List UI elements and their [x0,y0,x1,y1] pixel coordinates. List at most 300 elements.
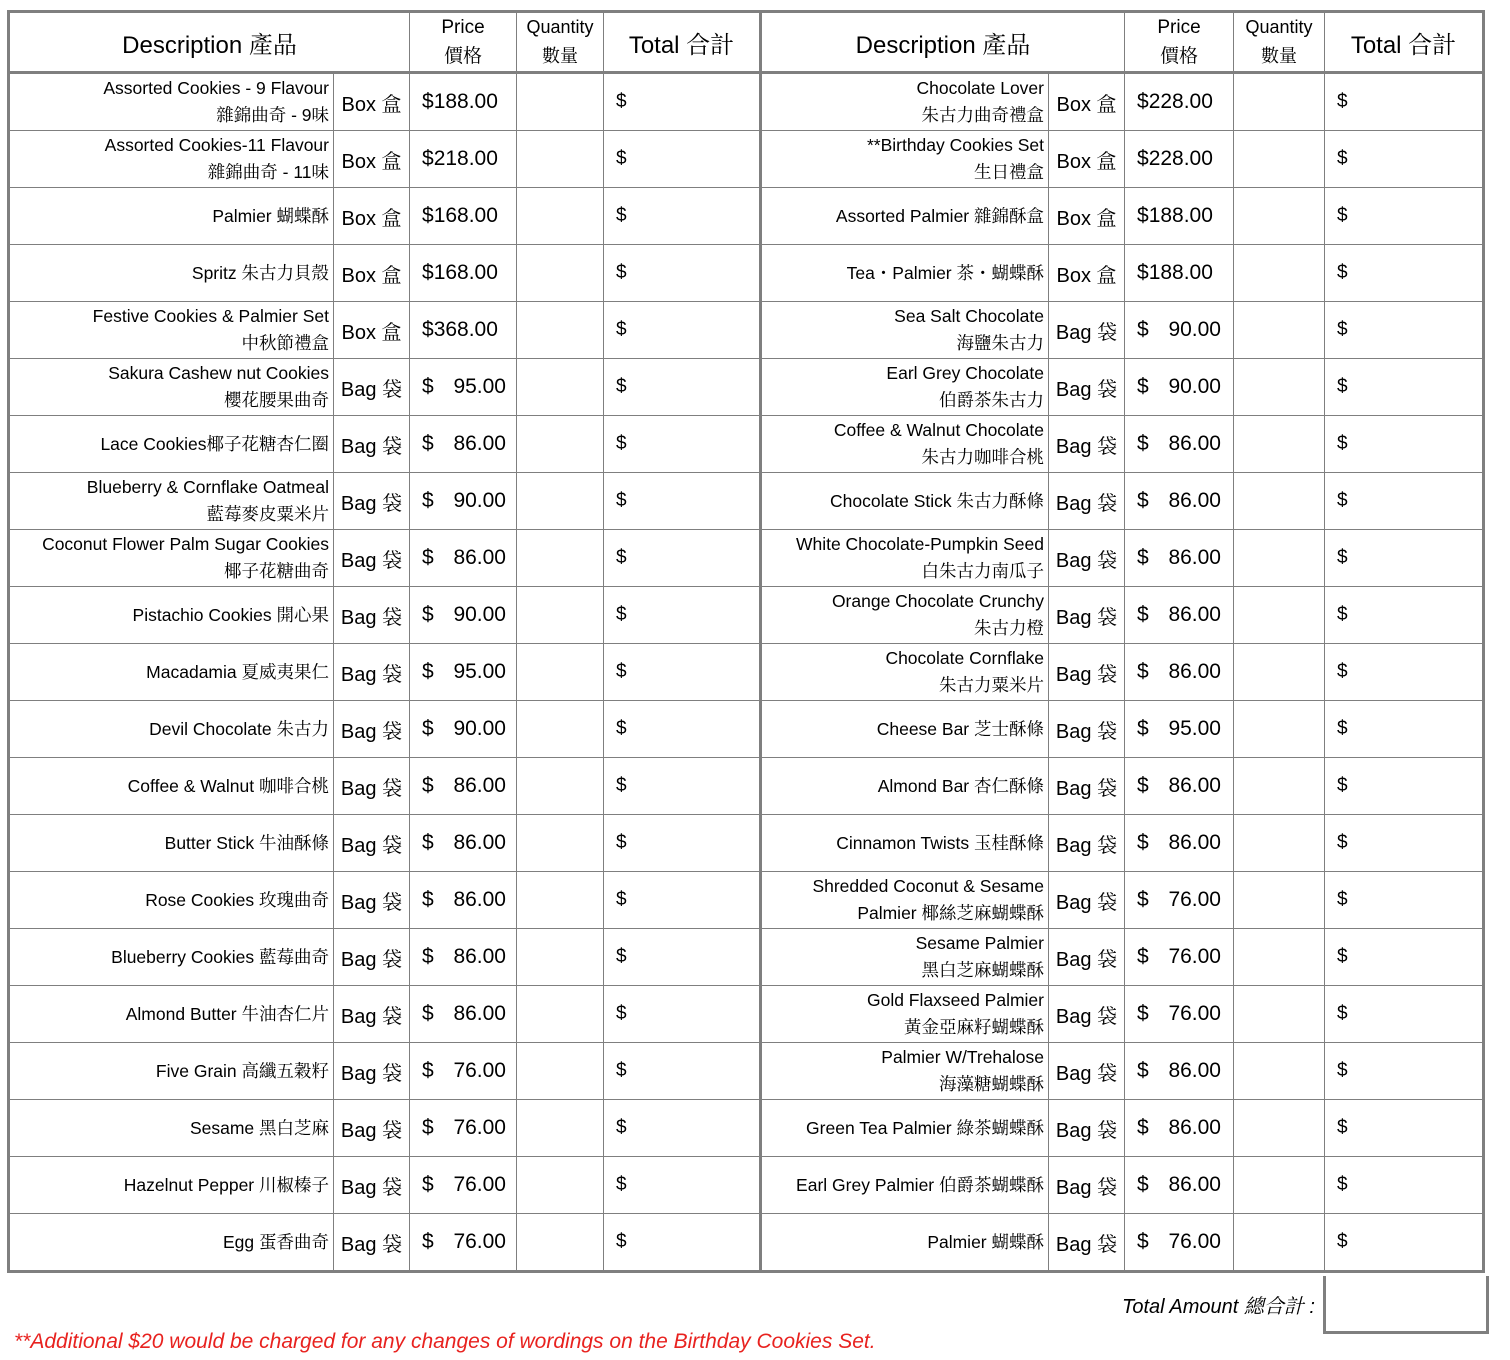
product-name-line: 朱古力曲奇禮盒 [921,105,1044,125]
quantity-input-cell[interactable] [517,815,604,872]
product-unit: Bag 袋 [1049,473,1125,530]
product-price [1125,1100,1234,1157]
quantity-input-cell[interactable] [1234,473,1325,530]
line-total-cell[interactable]: $ [604,1157,761,1214]
price-amount: 86.00 [453,831,506,854]
price-amount: 76.00 [1168,1002,1221,1025]
price-amount: 86.00 [453,774,506,797]
product-description [9,701,334,758]
price-currency: $ [1137,717,1149,740]
price-amount: 86.00 [453,432,506,455]
product-price [410,1100,517,1157]
product-name-line: White Chocolate-Pumpkin Seed [795,534,1044,554]
price-currency: $ [1137,318,1149,341]
product-name-line: Coffee & Walnut Chocolate [833,420,1044,440]
quantity-input-cell[interactable] [1234,530,1325,587]
price-currency: $ [1137,147,1149,170]
header-description-left: Description 產品 [9,12,410,73]
line-total-cell[interactable]: $ [1325,1043,1484,1100]
price-currency: $ [422,717,434,740]
price-currency: $ [422,489,434,512]
product-unit: Bag 袋 [334,473,410,530]
product-unit: Box 盒 [1049,188,1125,245]
line-total-cell[interactable]: $ [604,929,761,986]
price-amount: 76.00 [1168,945,1221,968]
price-currency: $ [422,147,434,170]
product-name-line: Gold Flaxseed Palmier [866,990,1044,1010]
product-name-line: Sea Salt Chocolate [894,306,1044,326]
price-currency: $ [422,774,434,797]
price-amount: 86.00 [453,945,506,968]
product-price [410,302,517,359]
price-currency: $ [1137,489,1149,512]
product-price [410,188,517,245]
product-price [1125,359,1234,416]
price-amount: 90.00 [453,603,506,626]
header-price-en: Price [1157,17,1201,38]
table-row [9,416,1484,473]
price-amount: 168.00 [433,261,498,284]
price-currency: $ [1137,375,1149,398]
price-amount: 228.00 [1148,147,1213,170]
quantity-input-cell[interactable] [1234,587,1325,644]
quantity-input-cell[interactable] [1234,416,1325,473]
product-description [761,1043,1049,1100]
product-unit: Bag 袋 [1049,416,1125,473]
table-row [9,815,1484,872]
product-name-line: Spritz 朱古力貝殼 [191,262,329,283]
line-total-cell[interactable]: $ [604,416,761,473]
quantity-input-cell[interactable] [1234,644,1325,701]
price-amount: 90.00 [1168,318,1221,341]
line-total-cell[interactable]: $ [1325,815,1484,872]
line-total-cell[interactable]: $ [604,872,761,929]
quantity-input-cell[interactable] [517,302,604,359]
header-quantity-zh: 數量 [1261,46,1297,66]
quantity-input-cell[interactable] [517,1157,604,1214]
quantity-input-cell[interactable] [517,872,604,929]
product-description [761,815,1049,872]
line-total-cell[interactable]: $ [604,587,761,644]
quantity-input-cell[interactable] [517,644,604,701]
product-unit: Bag 袋 [1049,1100,1125,1157]
product-description [761,188,1049,245]
header-price-en: Price [441,17,485,38]
quantity-input-cell[interactable] [1234,701,1325,758]
product-description [9,644,334,701]
price-amount: 86.00 [453,546,506,569]
product-name-line: **Birthday Cookies Set [866,135,1044,155]
quantity-input-cell[interactable] [517,929,604,986]
product-price [410,245,517,302]
product-description [9,872,334,929]
product-name-line: Earl Grey Chocolate [886,363,1044,383]
quantity-input-cell[interactable] [1234,929,1325,986]
product-name-line: Palmier 椰絲芝麻蝴蝶酥 [857,903,1044,923]
price-amount: 218.00 [433,147,498,170]
product-price [410,1157,517,1214]
product-price [1125,986,1234,1043]
quantity-input-cell[interactable] [1234,359,1325,416]
product-name-line: Devil Chocolate 朱古力 [149,718,329,739]
price-currency: $ [1137,945,1149,968]
line-total-cell[interactable]: $ [604,701,761,758]
quantity-input-cell[interactable] [1234,872,1325,929]
header-price-left [410,12,517,73]
product-description [761,701,1049,758]
quantity-input-cell[interactable] [1234,758,1325,815]
product-description [761,587,1049,644]
quantity-input-cell[interactable] [1234,188,1325,245]
product-price [410,131,517,188]
quantity-input-cell[interactable] [1234,1214,1325,1272]
product-description [761,986,1049,1043]
product-name-line: Hazelnut Pepper 川椒榛子 [123,1174,329,1195]
product-description [761,359,1049,416]
product-description [761,929,1049,986]
line-total-cell[interactable]: $ [604,986,761,1043]
quantity-input-cell[interactable] [517,986,604,1043]
product-name-line: Five Grain 高纖五穀籽 [155,1060,329,1081]
product-description [761,1100,1049,1157]
price-currency: $ [1137,660,1149,683]
line-total-cell[interactable]: $ [1325,587,1484,644]
product-name-line: Chocolate Cornflake [885,648,1044,668]
quantity-input-cell[interactable] [517,359,604,416]
price-currency: $ [1137,432,1149,455]
price-currency: $ [1137,204,1149,227]
product-description [9,473,334,530]
line-total-cell[interactable]: $ [604,131,761,188]
price-currency: $ [1137,1002,1149,1025]
quantity-input-cell[interactable] [517,701,604,758]
table-row [9,758,1484,815]
table-row [9,929,1484,986]
product-description [9,416,334,473]
product-unit: Bag 袋 [334,1214,410,1272]
quantity-input-cell[interactable] [517,530,604,587]
line-total-cell[interactable]: $ [1325,1100,1484,1157]
product-description [761,644,1049,701]
line-total-cell[interactable]: $ [604,73,761,131]
table-row [9,359,1484,416]
table-row [9,644,1484,701]
product-description [9,929,334,986]
line-total-cell[interactable]: $ [604,644,761,701]
table-row [9,188,1484,245]
price-currency: $ [422,318,434,341]
quantity-input-cell[interactable] [517,1100,604,1157]
price-amount: 168.00 [433,204,498,227]
line-total-cell[interactable]: $ [604,1100,761,1157]
line-total-cell[interactable]: $ [1325,73,1484,131]
line-total-cell[interactable]: $ [1325,416,1484,473]
price-currency: $ [422,204,434,227]
product-description [761,473,1049,530]
quantity-input-cell[interactable] [517,473,604,530]
product-name-line: Orange Chocolate Crunchy [831,591,1044,611]
price-amount: 90.00 [1168,375,1221,398]
product-unit: Bag 袋 [334,929,410,986]
product-unit: Box 盒 [334,302,410,359]
product-unit: Bag 袋 [334,872,410,929]
product-price [1125,1214,1234,1272]
price-currency: $ [422,1173,434,1196]
price-amount: 76.00 [453,1173,506,1196]
product-price [410,473,517,530]
line-total-cell[interactable]: $ [604,188,761,245]
product-name-line: Egg 蛋香曲奇 [223,1231,329,1252]
product-price [1125,73,1234,131]
table-row [9,986,1484,1043]
product-name-line: Blueberry Cookies 藍莓曲奇 [111,946,329,967]
product-name-line: Sesame 黑白芝麻 [189,1117,329,1138]
line-total-cell[interactable]: $ [604,815,761,872]
line-total-cell[interactable]: $ [604,245,761,302]
header-quantity-zh: 數量 [542,46,578,66]
line-total-cell[interactable]: $ [604,359,761,416]
product-name-line: Tea・Palmier 茶・蝴蝶酥 [846,262,1044,283]
line-total-cell[interactable]: $ [1325,302,1484,359]
product-price [1125,188,1234,245]
line-total-cell[interactable]: $ [1325,758,1484,815]
price-amount: 86.00 [1168,432,1221,455]
product-description [761,758,1049,815]
product-unit: Box 盒 [334,188,410,245]
line-total-cell[interactable]: $ [1325,644,1484,701]
price-currency: $ [1137,1059,1149,1082]
product-price [1125,1157,1234,1214]
line-total-cell[interactable]: $ [604,1214,761,1272]
product-price [1125,416,1234,473]
product-name-line: Palmier 蝴蝶酥 [212,205,329,226]
quantity-input-cell[interactable] [1234,73,1325,131]
price-currency: $ [1137,1230,1149,1253]
product-price [410,701,517,758]
birthday-set-footnote: **Additional $20 would be charged for any changes of wordings on the Birthday Cookies Set. [14,1330,876,1353]
line-total-cell[interactable]: $ [1325,188,1484,245]
price-amount: 86.00 [1168,546,1221,569]
product-description [761,416,1049,473]
price-currency: $ [422,888,434,911]
product-name-line: 白朱古力南瓜子 [921,561,1044,581]
line-total-cell[interactable]: $ [1325,131,1484,188]
product-price [1125,701,1234,758]
quantity-input-cell[interactable] [517,73,604,131]
quantity-input-cell[interactable] [1234,131,1325,188]
product-price [410,758,517,815]
header-price-zh: 價格 [1159,46,1198,67]
price-amount: 188.00 [433,90,498,113]
product-name-line: Green Tea Palmier 綠茶蝴蝶酥 [806,1117,1044,1138]
quantity-input-cell[interactable] [1234,1043,1325,1100]
product-unit: Bag 袋 [1049,815,1125,872]
product-unit: Box 盒 [1049,245,1125,302]
price-amount: 86.00 [453,888,506,911]
quantity-input-cell[interactable] [1234,1157,1325,1214]
quantity-input-cell[interactable] [517,758,604,815]
product-price [1125,758,1234,815]
product-name-line: Blueberry & Cornflake Oatmeal [86,477,329,497]
line-total-cell[interactable]: $ [1325,1214,1484,1272]
table-row [9,872,1484,929]
product-price [1125,530,1234,587]
product-name-line: Sesame Palmier [915,933,1044,953]
product-unit: Bag 袋 [334,986,410,1043]
product-name-line: Lace Cookies椰子花糖杏仁圈 [100,433,329,454]
header-quantity-en: Quantity [526,17,594,37]
line-total-cell[interactable]: $ [604,530,761,587]
table-row [9,1214,1484,1272]
product-unit: Box 盒 [1049,131,1125,188]
table-row [9,131,1484,188]
product-unit: Bag 袋 [1049,986,1125,1043]
quantity-input-cell[interactable] [517,131,604,188]
product-rows [9,73,1484,1272]
product-name-line: 櫻花腰果曲奇 [224,390,329,410]
price-amount: 228.00 [1148,90,1213,113]
line-total-cell[interactable]: $ [1325,872,1484,929]
line-total-cell[interactable]: $ [604,1043,761,1100]
price-currency: $ [422,90,434,113]
table-row [9,245,1484,302]
product-name-line: 生日禮盒 [974,162,1044,182]
price-currency: $ [422,432,434,455]
line-total-cell[interactable]: $ [1325,929,1484,986]
product-unit: Bag 袋 [334,587,410,644]
product-price [1125,131,1234,188]
table-row [9,1100,1484,1157]
price-currency: $ [422,261,434,284]
price-currency: $ [1137,1173,1149,1196]
quantity-input-cell[interactable] [1234,815,1325,872]
product-unit: Bag 袋 [1049,302,1125,359]
quantity-input-cell[interactable] [517,188,604,245]
price-currency: $ [422,1002,434,1025]
price-amount: 368.00 [433,318,498,341]
product-description [761,872,1049,929]
product-unit: Box 盒 [1049,73,1125,131]
quantity-input-cell[interactable] [517,245,604,302]
product-unit: Bag 袋 [1049,587,1125,644]
product-unit: Bag 袋 [1049,929,1125,986]
price-amount: 95.00 [1168,717,1221,740]
line-total-cell[interactable]: $ [1325,473,1484,530]
product-name-line: Assorted Cookies - 9 Flavour [103,78,329,98]
line-total-cell[interactable]: $ [1325,530,1484,587]
quantity-input-cell[interactable] [517,1214,604,1272]
quantity-input-cell[interactable] [517,1043,604,1100]
line-total-cell[interactable]: $ [604,473,761,530]
product-description [9,587,334,644]
quantity-input-cell[interactable] [1234,1100,1325,1157]
line-total-cell[interactable]: $ [1325,245,1484,302]
product-price [410,359,517,416]
line-total-cell[interactable]: $ [1325,1157,1484,1214]
product-unit: Bag 袋 [1049,758,1125,815]
product-name-line: Chocolate Lover [916,78,1044,98]
product-price [1125,872,1234,929]
product-name-line: Chocolate Stick 朱古力酥條 [830,490,1044,511]
product-unit: Bag 袋 [334,530,410,587]
price-amount: 76.00 [1168,1230,1221,1253]
header-quantity-right [1234,12,1325,73]
product-price [410,929,517,986]
product-name-line: 朱古力橙 [974,618,1044,638]
price-currency: $ [1137,546,1149,569]
header-quantity-en: Quantity [1245,17,1313,37]
price-currency: $ [422,375,434,398]
price-amount: 188.00 [1148,204,1213,227]
price-amount: 76.00 [1168,888,1221,911]
product-unit: Bag 袋 [1049,644,1125,701]
product-name-line: Rose Cookies 玫瑰曲奇 [145,889,329,910]
quantity-input-cell[interactable] [1234,245,1325,302]
line-total-cell[interactable]: $ [1325,701,1484,758]
line-total-cell[interactable]: $ [1325,359,1484,416]
price-amount: 76.00 [453,1059,506,1082]
price-currency: $ [1137,1116,1149,1139]
product-unit: Bag 袋 [334,815,410,872]
quantity-input-cell[interactable] [517,416,604,473]
product-name-line: 中秋節禮盒 [241,333,329,353]
product-name-line: 黃金亞麻籽蝴蝶酥 [904,1017,1044,1037]
product-price [1125,1043,1234,1100]
product-unit: Bag 袋 [1049,1214,1125,1272]
product-unit: Bag 袋 [334,758,410,815]
price-currency: $ [1137,90,1149,113]
product-price [410,872,517,929]
total-amount-field[interactable] [1323,1276,1489,1334]
quantity-input-cell[interactable] [1234,302,1325,359]
price-currency: $ [422,1059,434,1082]
product-description [9,1043,334,1100]
product-price [1125,815,1234,872]
product-name-line: Coffee & Walnut 咖啡合桃 [127,775,329,796]
table-row [9,530,1484,587]
line-total-cell[interactable]: $ [604,758,761,815]
product-name-line: Assorted Cookies-11 Flavour [104,135,329,155]
product-unit: Bag 袋 [334,416,410,473]
product-name-line: 朱古力粟米片 [939,675,1044,695]
product-name-line: Cheese Bar 芝士酥條 [876,718,1044,739]
header-total-left: Total 合計 [604,12,761,73]
product-description [761,1157,1049,1214]
product-description [9,1157,334,1214]
product-price [1125,929,1234,986]
price-amount: 86.00 [453,1002,506,1025]
price-currency: $ [422,660,434,683]
price-amount: 95.00 [453,375,506,398]
product-price [1125,245,1234,302]
quantity-input-cell[interactable] [1234,986,1325,1043]
price-currency: $ [1137,774,1149,797]
product-name-line: 藍莓麥皮粟米片 [206,504,329,524]
line-total-cell[interactable]: $ [604,302,761,359]
product-price [1125,473,1234,530]
product-unit: Box 盒 [334,73,410,131]
product-unit: Box 盒 [334,131,410,188]
total-amount-row [0,1276,1510,1336]
quantity-input-cell[interactable] [517,587,604,644]
product-name-line: Cinnamon Twists 玉桂酥條 [836,832,1044,853]
total-amount-label: Total Amount 總合計 : [1121,1296,1315,1318]
product-description [9,188,334,245]
product-unit: Bag 袋 [334,1043,410,1100]
line-total-cell[interactable]: $ [1325,986,1484,1043]
product-description [761,245,1049,302]
product-name-line: Almond Butter 牛油杏仁片 [125,1003,329,1024]
